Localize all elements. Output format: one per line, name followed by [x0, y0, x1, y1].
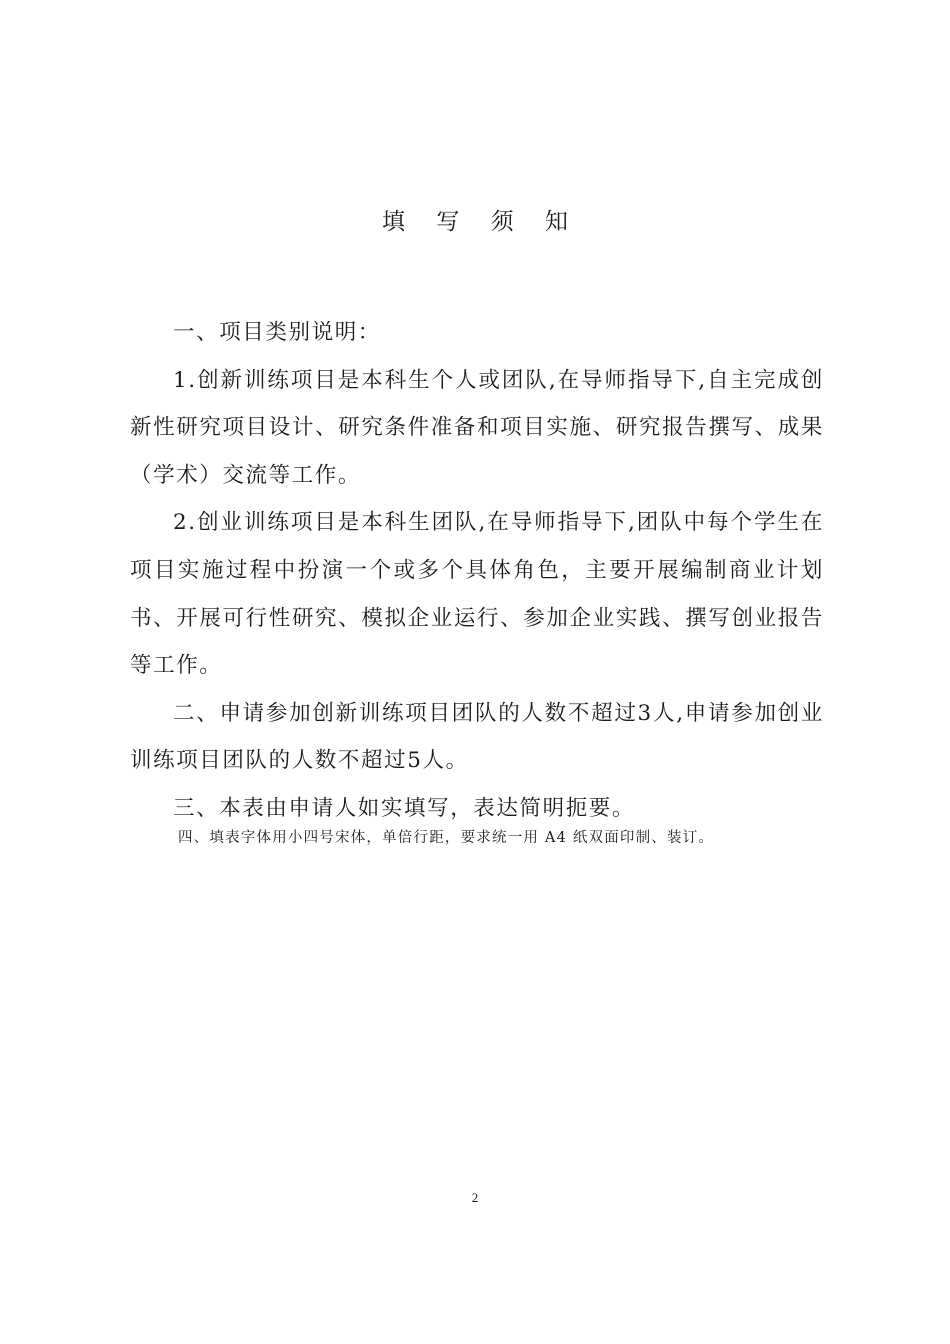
- innovation-project-description: 1.创新训练项目是本科生个人或团队,在导师指导下,自主完成创新性研究项目设计、研究条件准备和项目实施、研究报告撰写、成果（学术）交流等工作。: [130, 367, 824, 488]
- page-number: 2: [471, 1190, 479, 1205]
- entrepreneurship-project-description: 2.创业训练项目是本科生团队,在导师指导下,团队中每个学生在项目实施过程中扮演一个或多个具体角色，主要开展编制商业计划书、开展可行性研究、模拟企业运行、参加企业实践、撰写创业报告等工作。: [130, 510, 824, 679]
- team-size-rule: 二、申请参加创新训练项目团队的人数不超过3人,申请参加创业训练项目团队的人数不超过5人。: [130, 700, 824, 774]
- fill-truthfully-rule: 三、本表由申请人如实填写，表达简明扼要。: [173, 795, 636, 821]
- instructions-body: [130, 309, 824, 833]
- page-title: 填 写 须 知: [382, 209, 580, 235]
- formatting-note: 四、填表字体用小四号宋体，单倍行距，要求统一用 A4 纸双面印制、装订。: [178, 830, 715, 846]
- section-one-heading: 一、项目类别说明：: [173, 320, 381, 345]
